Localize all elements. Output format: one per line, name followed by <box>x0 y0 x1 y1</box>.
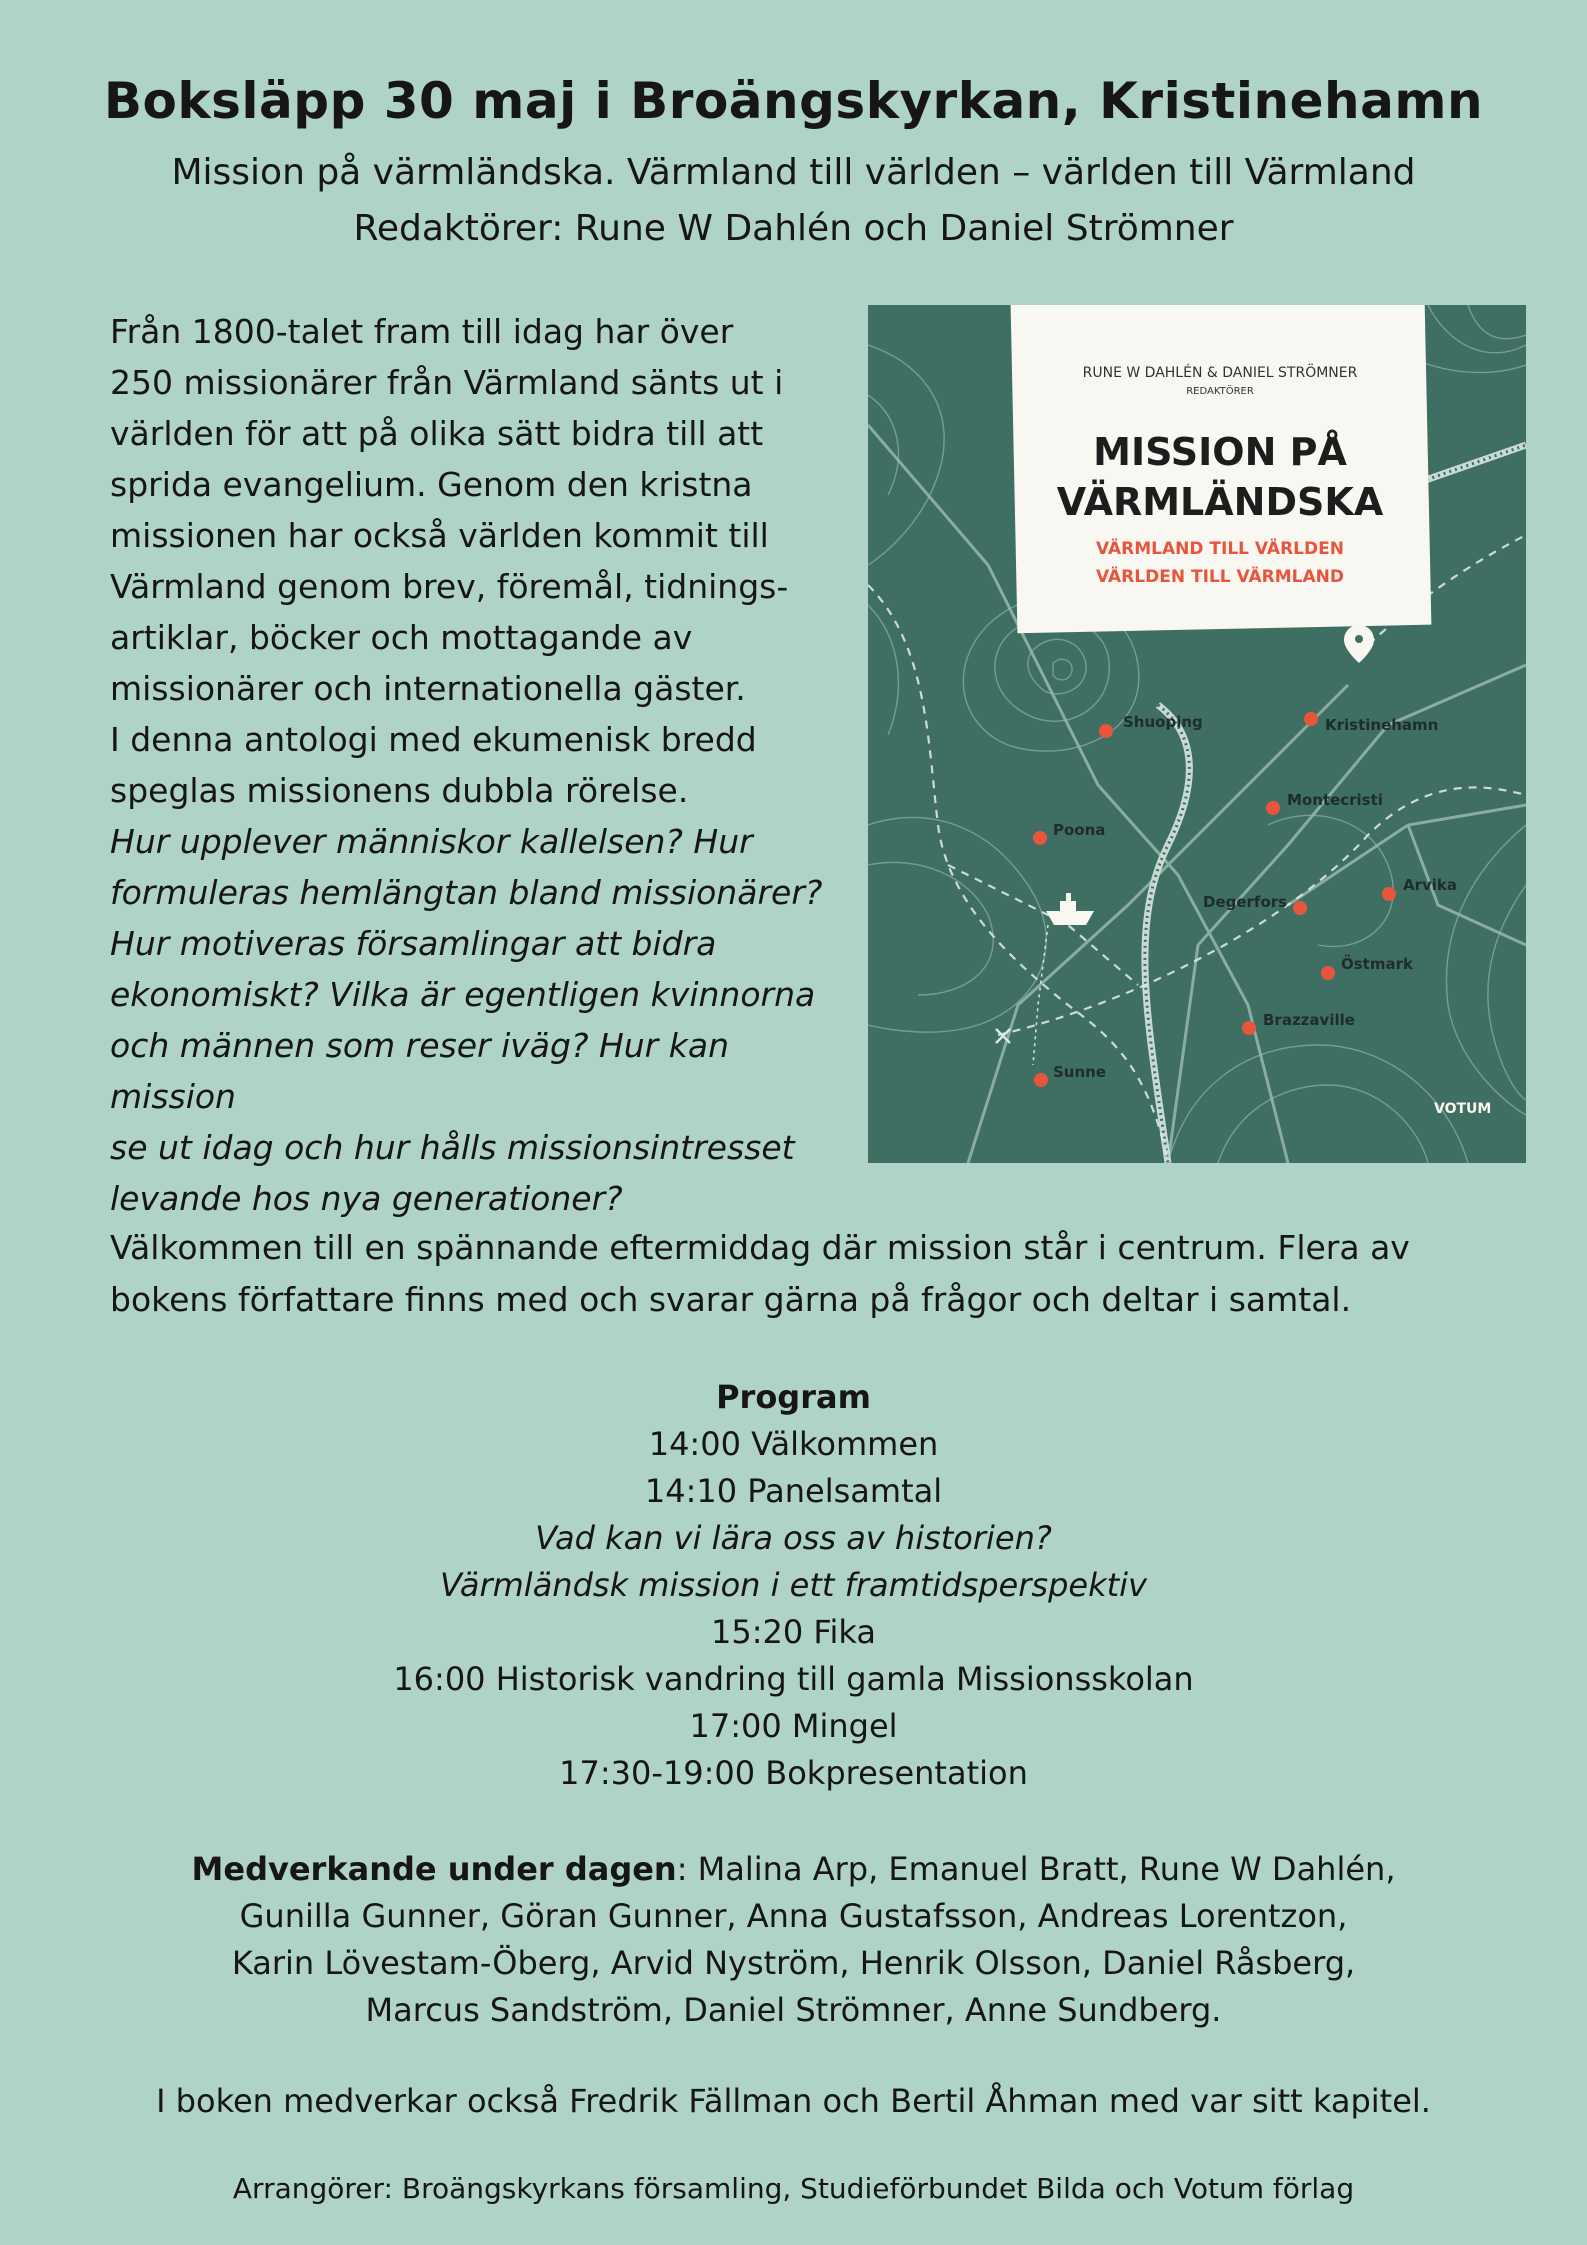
intro-line: missionärer och internationella gäster. <box>110 669 746 708</box>
cover-label <box>1011 305 1432 633</box>
participants-line: Gunilla Gunner, Göran Gunner, Anna Gustafsson, Andreas Lorentzon, <box>239 1897 1348 1935</box>
intro-line: världen för att på olika sätt bidra till att <box>110 414 764 453</box>
intro-line: artiklar, böcker och mottagande av <box>110 618 693 657</box>
program-item: 14:10 Panelsamtal <box>644 1472 943 1510</box>
page-title: Boksläpp 30 maj i Broängskyrkan, Kristinehamn <box>103 72 1484 130</box>
book-subtitle: Mission på värmländska. Värmland till världen – världen till Värmland <box>171 152 1416 193</box>
participants-line <box>0 1846 1587 1893</box>
place-label: Sunne <box>1053 1063 1107 1081</box>
book-cover <box>868 305 1526 1163</box>
program-item: Värmländsk mission i ett framtidsperspektiv <box>440 1566 1147 1604</box>
place-label: Kristinehamn <box>1325 716 1439 734</box>
place-label: Montecristi <box>1287 791 1383 809</box>
program-item: 17:30-19:00 Bokpresentation <box>559 1754 1028 1792</box>
intro-line: speglas missionens dubbla rörelse. <box>110 771 689 810</box>
welcome-text <box>110 1222 1490 1326</box>
participants-line: Karin Lövestam-Öberg, Arvid Nyström, Henrik Olsson, Daniel Råsberg, <box>231 1944 1356 1982</box>
intro-line: 250 missionärer från Värmland sänts ut i <box>110 363 784 402</box>
cover-title-line2: VÄRMLÄNDSKA <box>1056 480 1384 524</box>
marker-brazzaville <box>1242 1021 1256 1035</box>
organizers: Arrangörer: Broängskyrkans församling, Studieförbundet Bilda och Votum förlag <box>232 2172 1355 2205</box>
cover-sub-line2: VÄRLDEN TILL VÄRMLAND <box>1096 567 1344 587</box>
intro-question: Hur upplever människor kallelsen? Hur <box>110 822 753 861</box>
intro-question: och männen som reser iväg? Hur kan mission <box>110 1026 729 1116</box>
marker-sunne <box>1034 1073 1048 1087</box>
also-contributing: I boken medverkar också Fredrik Fällman och Bertil Åhman med var sitt kapitel. <box>156 2082 1431 2120</box>
marker-kristinehamn <box>1304 712 1318 726</box>
program-section <box>0 1374 1587 1797</box>
cover-authors: RUNE W DAHLÉN & DANIEL STRÖMNER <box>1082 365 1358 381</box>
intro-line: I denna antologi med ekumenisk bredd <box>110 720 757 759</box>
program-item: 14:00 Välkommen <box>648 1425 939 1463</box>
book-editors: Redaktörer: Rune W Dahlén och Daniel Strömner <box>353 208 1234 249</box>
place-label: Poona <box>1053 821 1106 839</box>
marker-ostmark <box>1321 966 1335 980</box>
intro-question: Hur motiveras församlingar att bidra <box>110 924 717 963</box>
cover-role: REDAKTÖRER <box>1186 386 1254 397</box>
cover-publisher: VOTUM <box>1434 1101 1492 1117</box>
place-label: Shuoping <box>1123 713 1203 731</box>
marker-arvika <box>1382 887 1396 901</box>
intro-line: Värmland genom brev, föremål, tidnings- <box>110 567 789 606</box>
place-label: Östmark <box>1341 955 1413 973</box>
participants-names: : Malina Arp, Emanuel Bratt, Rune W Dahlén, <box>676 1850 1396 1888</box>
participants-line: Marcus Sandström, Daniel Strömner, Anne Sundberg. <box>365 1991 1222 2029</box>
welcome-line: bokens författare finns med och svarar gärna på frågor och deltar i samtal. <box>110 1280 1352 1319</box>
program-title: Program <box>716 1378 871 1416</box>
intro-question: formuleras hemlängtan bland missionärer? <box>110 873 823 912</box>
program-item: Vad kan vi lära oss av historien? <box>535 1519 1052 1557</box>
program-item: 17:00 Mingel <box>689 1707 898 1745</box>
participants-label: Medverkande under dagen <box>191 1850 677 1888</box>
intro-line: missionen har också världen kommit till <box>110 516 769 555</box>
intro-question: se ut idag och hur hålls missionsintresset <box>110 1128 795 1167</box>
marker-montecristi <box>1266 801 1280 815</box>
place-label: Degerfors <box>1203 893 1288 911</box>
cover-sub-line1: VÄRMLAND TILL VÄRLDEN <box>1096 539 1344 559</box>
program-item: 15:20 Fika <box>711 1613 876 1651</box>
intro-line: Från 1800-talet fram till idag har över <box>110 312 734 351</box>
place-label: Brazzaville <box>1263 1011 1355 1029</box>
cover-title-line1: MISSION PÅ <box>1093 430 1347 474</box>
intro-question: ekonomiskt? Vilka är egentligen kvinnorna <box>110 975 816 1014</box>
program-item: 16:00 Historisk vandring till gamla Missionsskolan <box>393 1660 1194 1698</box>
intro-text <box>110 306 865 1224</box>
welcome-line: Välkommen till en spännande eftermiddag där mission står i centrum. Flera av <box>110 1228 1410 1267</box>
marker-shuoping <box>1099 724 1113 738</box>
marker-poona <box>1033 831 1047 845</box>
marker-degerfors <box>1293 901 1307 915</box>
intro-line: sprida evangelium. Genom den kristna <box>110 465 753 504</box>
place-label: Arvika <box>1403 876 1458 894</box>
participants-section <box>0 1846 1587 2034</box>
intro-question: levande hos nya generationer? <box>110 1179 623 1218</box>
